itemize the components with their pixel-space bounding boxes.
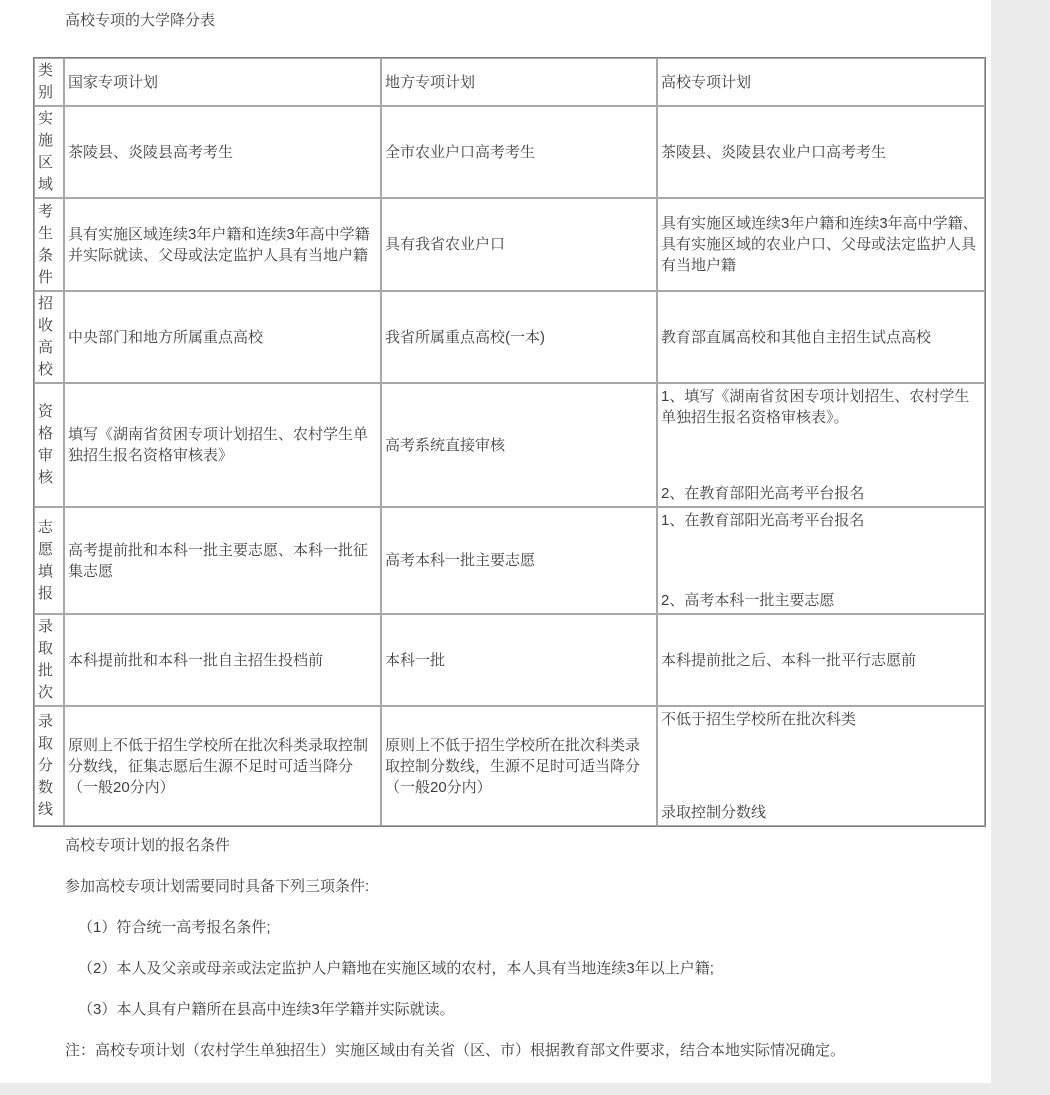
cell-application-local: 高考本科一批主要志愿: [381, 507, 657, 614]
header-local-plan: 地方专项计划: [381, 58, 657, 106]
note-text: 注：高校专项计划（农村学生单独招生）实施区域由有关省（区、市）根据教育部文件要求，结合本地实际情况确定。: [65, 1042, 846, 1059]
condition-item-3: （3）本人具有户籍所在县高中连续3年学籍并实际就读。: [78, 1001, 455, 1018]
table-row-admission-score-line: [34, 706, 985, 826]
cell-application-university: [657, 507, 985, 614]
cell-batch-local: 本科一批: [381, 614, 657, 706]
table-row-candidate-conditions: [34, 198, 985, 291]
cell-review-university-item-2: 2、在教育部阳光高考平台报名: [661, 485, 865, 502]
cell-batch-university: 本科提前批之后、本科一批平行志愿前: [657, 614, 985, 706]
cell-score-university: [657, 706, 985, 826]
table-row-application-filling: [34, 507, 985, 614]
row-label-application-filling: 志愿填报: [34, 507, 64, 614]
cell-region-local: 全市农业户口高考考生: [381, 106, 657, 198]
cell-review-university-item-1: 1、填写《湖南省贫困专项计划招生、农村学生单独招生报名资格审核表》。: [661, 388, 970, 426]
cell-conditions-local: 具有我省农业户口: [381, 198, 657, 291]
cell-universities-local: 我省所属重点高校(一本): [381, 291, 657, 383]
registration-conditions-section: [65, 835, 970, 1081]
cell-review-local: 高考系统直接审核: [381, 383, 657, 507]
table-header-row: [34, 58, 985, 106]
row-label-implementation-region: 实施区域: [34, 106, 64, 198]
header-category-label: 类别: [34, 58, 64, 106]
cell-conditions-national: 具有实施区域连续3年户籍和连续3年高中学籍并实际就读、父母或法定监护人具有当地户籍: [64, 198, 381, 291]
cell-score-university-item-2: 录取控制分数线: [661, 804, 767, 821]
page-title: 高校专项的大学降分表: [65, 12, 216, 29]
cell-score-local: 原则上不低于招生学校所在批次科类录取控制分数线，生源不足时可适当降分（一般20分内）: [381, 706, 657, 826]
cell-conditions-university: 具有实施区域连续3年户籍和连续3年高中学籍、具有实施区域的农业户口、父母或法定监护人具有当地户籍: [657, 198, 985, 291]
row-label-admission-batch: 录取批次: [34, 614, 64, 706]
cell-application-national: 高考提前批和本科一批主要志愿、本科一批征集志愿: [64, 507, 381, 614]
cell-score-university-item-1: 不低于招生学校所在批次科类: [661, 711, 857, 728]
cell-region-national: 茶陵县、炎陵县高考考生: [64, 106, 381, 198]
table-row-qualification-review: [34, 383, 985, 507]
cell-universities-national: 中央部门和地方所属重点高校: [64, 291, 381, 383]
cell-universities-university: 教育部直属高校和其他自主招生试点高校: [657, 291, 985, 383]
intro-text: 参加高校专项计划需要同时具备下列三项条件:: [65, 878, 370, 895]
cell-application-university-item-2: 2、高考本科一批主要志愿: [661, 592, 835, 609]
row-label-recruiting-universities: 招收高校: [34, 291, 64, 383]
condition-item-2: （2）本人及父亲或母亲或法定监护人户籍地在实施区域的农村，本人具有当地连续3年以上户籍;: [78, 960, 714, 977]
table-row-recruiting-universities: [34, 291, 985, 383]
header-national-plan: 国家专项计划: [64, 58, 381, 106]
plan-comparison-table: [33, 57, 986, 827]
header-university-plan: 高校专项计划: [657, 58, 985, 106]
condition-item-1: （1）符合统一高考报名条件;: [78, 919, 271, 936]
table-row-admission-batch: [34, 614, 985, 706]
cell-score-national: 原则上不低于招生学校所在批次科类录取控制分数线，征集志愿后生源不足时可适当降分（一般20分内）: [64, 706, 381, 826]
row-label-qualification-review: 资格审核: [34, 383, 64, 507]
section-heading: 高校专项计划的报名条件: [65, 837, 231, 854]
cell-region-university: 茶陵县、炎陵县农业户口高考考生: [657, 106, 985, 198]
row-label-admission-score-line: 录取分数线: [34, 706, 64, 826]
cell-review-university: [657, 383, 985, 507]
cell-application-university-item-1: 1、在教育部阳光高考平台报名: [661, 512, 865, 529]
cell-batch-national: 本科提前批和本科一批自主招生投档前: [64, 614, 381, 706]
row-label-candidate-conditions: 考生条件: [34, 198, 64, 291]
table-row-implementation-region: [34, 106, 985, 198]
cell-review-national: 填写《湖南省贫困专项计划招生、农村学生单独招生报名资格审核表》: [64, 383, 381, 507]
